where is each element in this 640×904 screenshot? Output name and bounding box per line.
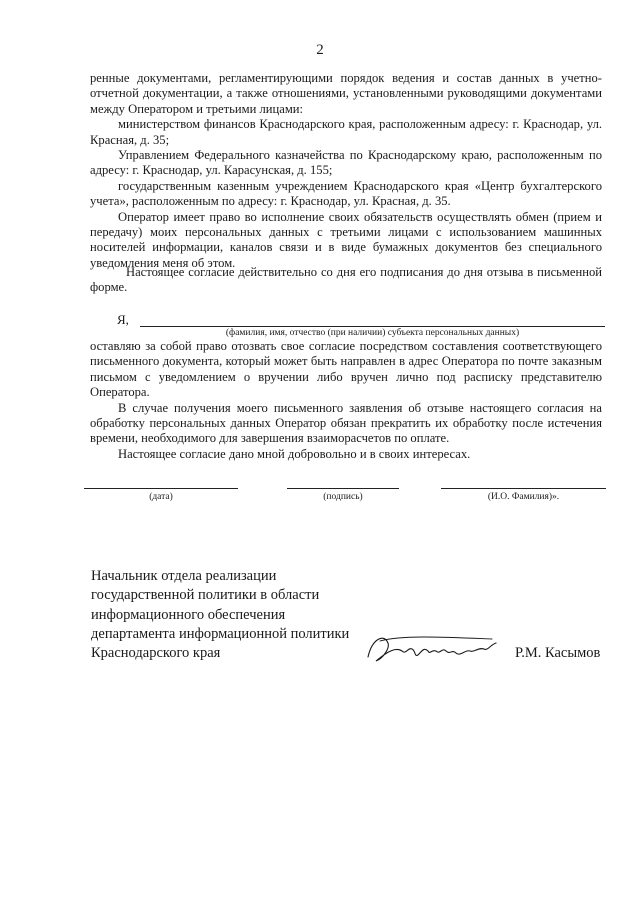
handwritten-signature [362, 629, 502, 669]
position-line: Краснодарского края [91, 645, 221, 662]
official-name: Р.М. Касымов [515, 645, 601, 661]
subject-label: Я, [117, 312, 129, 327]
paragraph-validity: Настоящее согласие действительно со дня его подписания до дня отзыва в письменной форме. [90, 265, 602, 295]
main-text-block [90, 71, 602, 271]
paragraph-data-exchange: Оператор имеет право во исполнение своих обязательств осуществлять обмен (прием и передачу) моих персональных данных с третьими лицами с использованием машинных носителей информации, каналов связи и в виде бумажных документов без специального уведомления меня об этом. [90, 209, 602, 270]
paragraph-revocation-right: оставляю за собой право отозвать свое согласие посредством составления соответствующего письменного документа, который может быть направлен в адрес Оператора по почте заказным письмом с уведомлением о вручении либо вручен лично под расписку представителю Оператора. [90, 339, 602, 400]
paragraph-ministry-finance: министерством финансов Краснодарского края, расположенным адресу: г. Краснодар, ул. Красная, д. 35; [90, 117, 602, 147]
position-line: департамента информационной политики [91, 625, 350, 642]
date-line [84, 488, 238, 489]
subject-name-line [140, 326, 605, 327]
date-caption: (дата) [149, 492, 173, 502]
paragraph-revocation-effect: В случае получения моего письменного заявления об отзыве настоящего согласия на обработку персональных данных Оператор обязан прекратить их обработку после истечения времени, необходимого для завершения взаиморасчетов по оплате. [90, 400, 602, 446]
paragraph-voluntary: Настоящее согласие дано мной добровольно и в своих интересах. [118, 446, 471, 461]
signature-line [287, 488, 399, 489]
full-name-caption: (И.О. Фамилия)». [487, 492, 560, 502]
position-line: Начальник отдела реализации [91, 568, 277, 584]
position-line: информационного обеспечения [91, 606, 286, 623]
revocation-block [90, 339, 602, 462]
subject-name-caption: (фамилия, имя, отчество (при наличии) субъекта персональных данных) [225, 328, 520, 338]
position-line: государственной политики в области [91, 587, 320, 604]
validity-block [90, 265, 602, 296]
paragraph-accounting-center: государственным казенным учреждением Краснодарского края «Центр бухгалтерского учета», расположенным по адресу: г. Краснодар, ул. Красная, д. 35. [90, 178, 602, 209]
full-name-line [441, 488, 606, 489]
paragraph-third-parties: ренные документами, регламентирующими порядок ведения и состав данных в учетно-отчетной документации, а также отношениями, установленными руководящими документами между Оператором и третьими лицами: [90, 71, 602, 116]
signature-caption: (подпись) [323, 492, 363, 502]
paragraph-treasury: Управлением Федерального казначейства по Краснодарскому краю, расположенным по адресу: г. Краснодар, ул. Карасунская, д. 155; [90, 148, 602, 178]
official-position [91, 567, 391, 663]
page-number: 2 [316, 42, 324, 58]
